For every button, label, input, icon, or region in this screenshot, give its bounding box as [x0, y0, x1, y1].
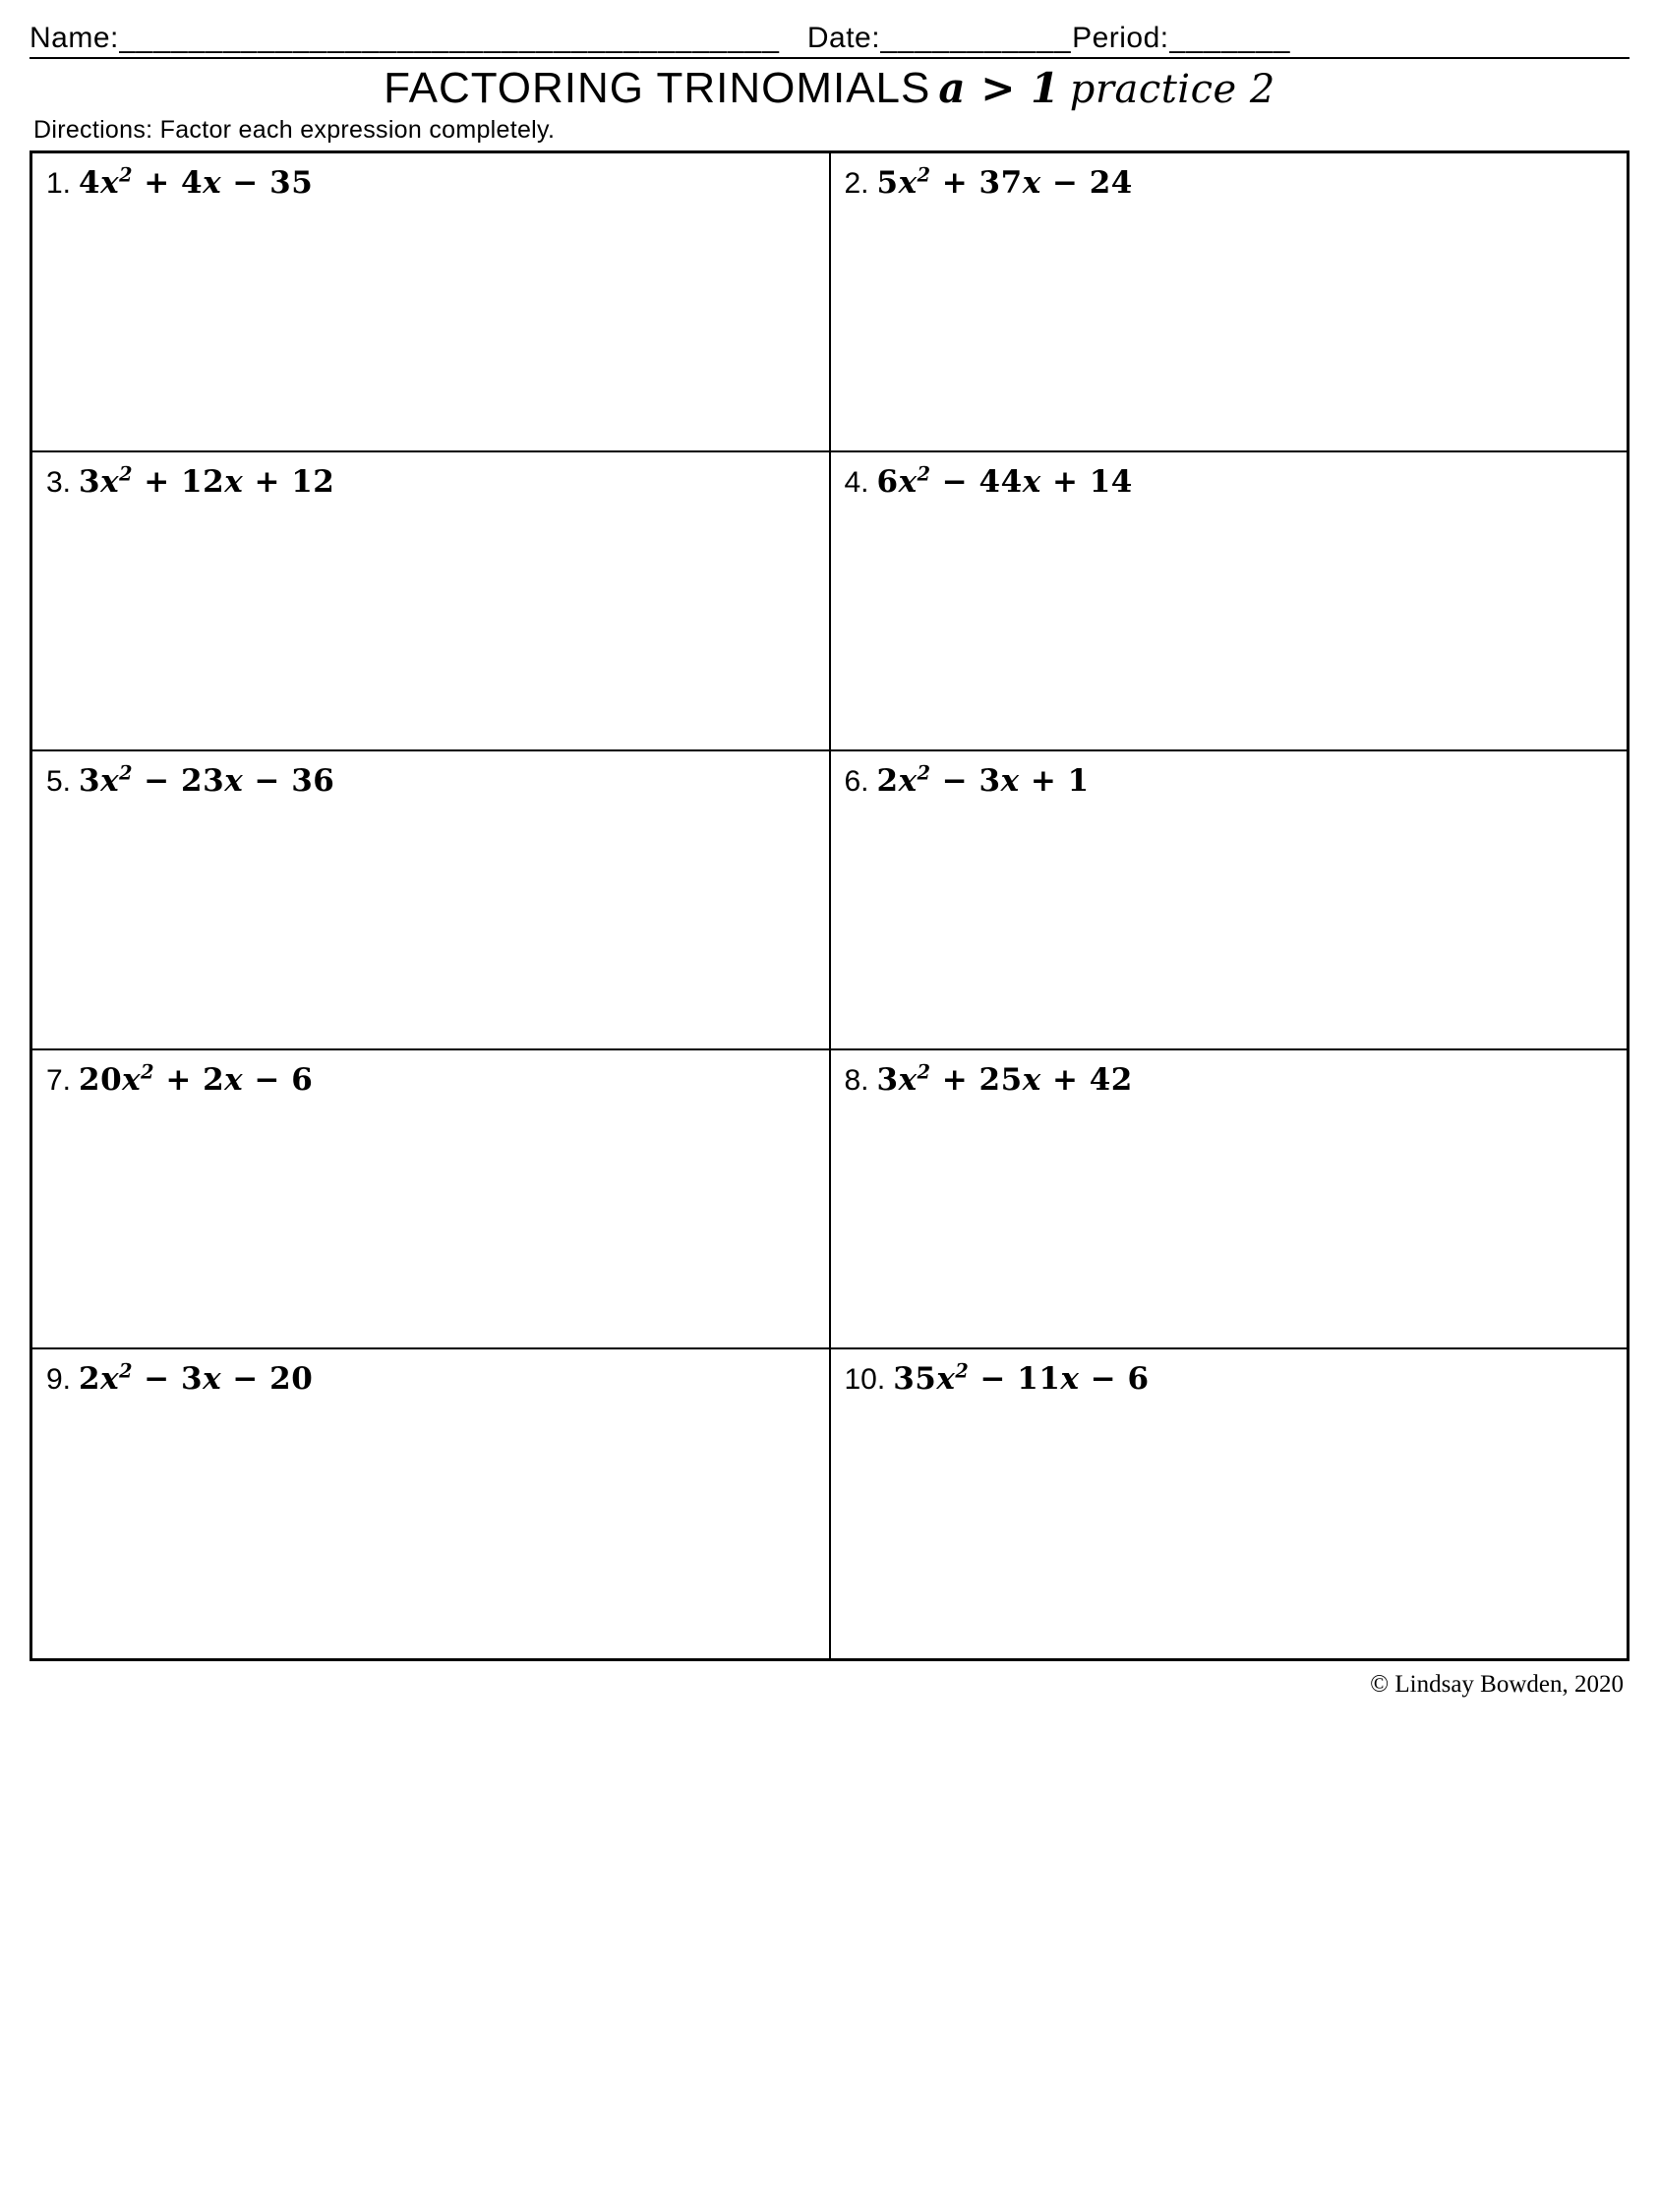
problem-cell-6[interactable] — [830, 750, 1629, 1049]
problem-cell-9[interactable] — [31, 1348, 830, 1660]
problem-4 — [845, 464, 1614, 501]
problem-number: 7. — [46, 1064, 72, 1098]
name-blank[interactable]: ______________________________________ — [118, 22, 780, 54]
problem-number: 6. — [844, 765, 869, 799]
problem-expression: $35x^2 - 11x - 6$ — [893, 1360, 1150, 1398]
problem-6 — [845, 763, 1614, 800]
problem-cell-2[interactable] — [830, 152, 1629, 452]
title-script: practice 2 — [1069, 67, 1275, 112]
problem-expression: $6x^2 - 44x + 14$ — [876, 463, 1133, 501]
problem-cell-7[interactable] — [31, 1049, 830, 1348]
directions-text: Directions: Factor each expression completely. — [33, 116, 556, 145]
problem-expression: $5x^2 + 37x - 24$ — [876, 164, 1133, 202]
problem-number: 10. — [844, 1363, 886, 1397]
problem-cell-4[interactable] — [830, 451, 1629, 750]
problem-9 — [46, 1361, 815, 1398]
problem-expression: $3x^2 - 23x - 36$ — [79, 762, 335, 800]
problem-cell-1[interactable] — [31, 152, 830, 452]
title-main: FACTORING TRINOMIALS — [384, 64, 931, 112]
period-label: Period: — [1072, 22, 1169, 54]
copyright-footer: © Lindsay Bowden, 2020 — [1370, 1671, 1624, 1699]
problem-5 — [46, 763, 815, 800]
date-label: Date: — [806, 22, 881, 54]
problem-10 — [845, 1361, 1614, 1398]
page-title — [30, 65, 1629, 112]
header-divider — [30, 57, 1629, 59]
problem-cell-3[interactable] — [31, 451, 830, 750]
problem-number: 3. — [46, 466, 72, 500]
table-row — [31, 1049, 1629, 1348]
problem-expression: $3x^2 + 12x + 12$ — [79, 463, 335, 501]
table-row — [31, 152, 1629, 452]
problem-7 — [46, 1062, 815, 1099]
date-blank[interactable]: ___________ — [880, 22, 1072, 54]
problem-number: 9. — [46, 1363, 72, 1397]
problem-3 — [46, 464, 815, 501]
problem-expression: $3x^2 + 25x + 42$ — [876, 1061, 1133, 1099]
name-label: Name: — [30, 22, 119, 54]
problem-number: 5. — [46, 765, 72, 799]
period-blank[interactable]: _______ — [1168, 22, 1291, 54]
problem-cell-5[interactable] — [31, 750, 830, 1049]
problem-expression: $2x^2 - 3x + 1$ — [876, 762, 1090, 800]
problem-expression: $4x^2 + 4x - 35$ — [79, 164, 314, 202]
problem-number: 1. — [46, 167, 72, 201]
problem-number: 8. — [844, 1064, 869, 1098]
problem-number: 4. — [844, 466, 869, 500]
table-row — [31, 451, 1629, 750]
problem-expression: $20x^2 + 2x - 6$ — [79, 1061, 314, 1099]
problem-8 — [845, 1062, 1614, 1099]
problem-cell-10[interactable] — [830, 1348, 1629, 1660]
table-row — [31, 750, 1629, 1049]
problems-grid — [30, 150, 1629, 1661]
problem-expression: $2x^2 - 3x - 20$ — [79, 1360, 314, 1398]
problem-cell-8[interactable] — [830, 1049, 1629, 1348]
problem-1 — [46, 165, 815, 202]
problem-number: 2. — [844, 167, 869, 201]
problem-2 — [845, 165, 1614, 202]
table-row — [31, 1348, 1629, 1660]
student-info-row — [30, 22, 1629, 55]
title-math: a > 1 — [938, 64, 1060, 112]
